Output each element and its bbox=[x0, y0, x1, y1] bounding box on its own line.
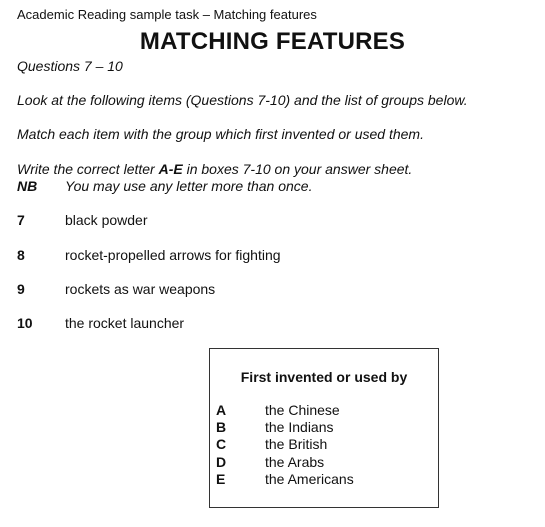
question-text-9: rockets as war weapons bbox=[65, 281, 216, 297]
option-text-e: the Americans bbox=[265, 471, 354, 487]
question-number-10: 10 bbox=[17, 315, 33, 331]
question-text-8: rocket-propelled arrows for fighting bbox=[65, 247, 281, 263]
nb-label: NB bbox=[17, 178, 38, 194]
question-number-8: 8 bbox=[17, 247, 25, 263]
header-label: Academic Reading sample task – Matching features bbox=[17, 7, 317, 22]
questions-range: Questions 7 – 10 bbox=[17, 58, 123, 74]
question-text-7: black powder bbox=[65, 212, 148, 228]
option-letter-e: E bbox=[216, 471, 226, 487]
instruction-match: Match each item with the group which first invented or used them. bbox=[17, 126, 424, 142]
instruction-write bbox=[17, 161, 412, 177]
option-letter-d: D bbox=[216, 454, 227, 470]
option-letter-a: A bbox=[216, 402, 227, 418]
option-text-d: the Arabs bbox=[265, 454, 325, 470]
question-number-7: 7 bbox=[17, 212, 25, 228]
instruction-write-letters: A-E bbox=[158, 161, 183, 177]
option-letter-b: B bbox=[216, 419, 227, 435]
question-number-9: 9 bbox=[17, 281, 25, 297]
option-text-c: the British bbox=[265, 436, 328, 452]
option-text-a: the Chinese bbox=[265, 402, 340, 418]
question-text-10: the rocket launcher bbox=[65, 315, 185, 331]
instruction-write-prefix: Write the correct letter bbox=[17, 161, 159, 177]
option-letter-c: C bbox=[216, 436, 227, 452]
instruction-write-suffix: in boxes 7-10 on your answer sheet. bbox=[182, 161, 413, 177]
nb-text: You may use any letter more than once. bbox=[65, 178, 313, 194]
instruction-look: Look at the following items (Questions 7-10) and the list of groups below. bbox=[17, 92, 468, 108]
options-box bbox=[209, 348, 439, 508]
option-text-b: the Indians bbox=[265, 419, 334, 435]
page-title: MATCHING FEATURES bbox=[139, 28, 406, 55]
options-box-heading: First invented or used by bbox=[240, 369, 408, 385]
